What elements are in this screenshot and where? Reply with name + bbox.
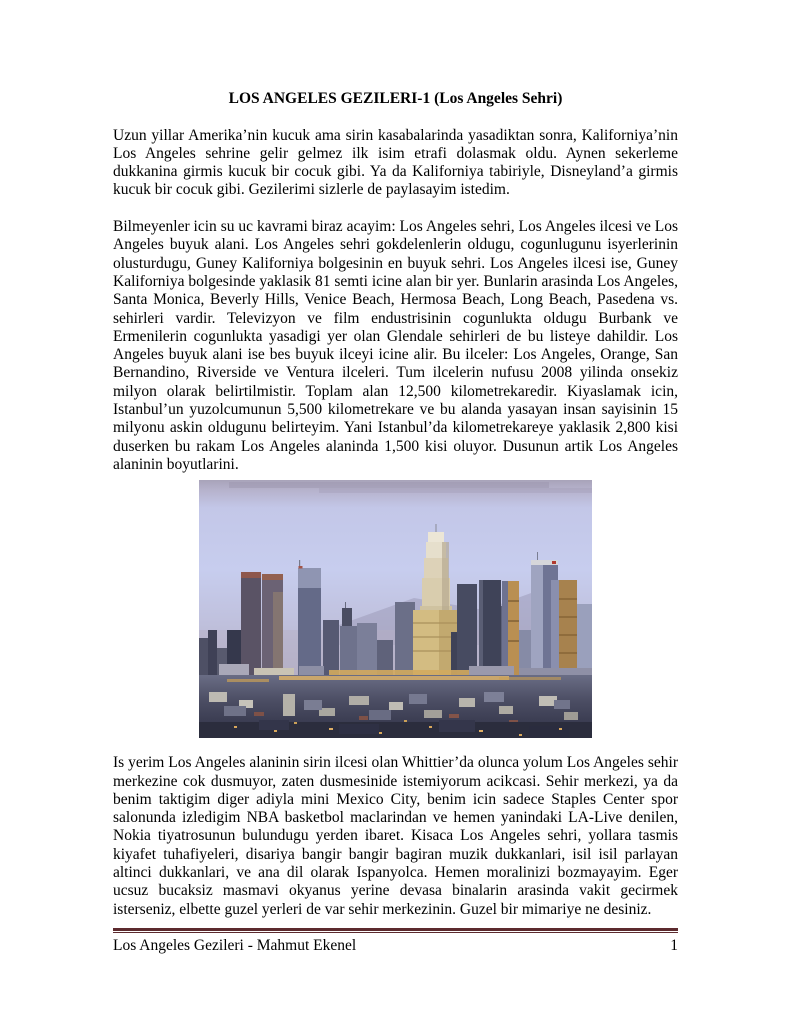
la-skyline-illustration [199, 480, 592, 738]
paragraph-la-definitions: Bilmeyenler icin su uc kavrami biraz acayim: Los Angeles sehri, Los Angeles ilcesi ve Los Angeles buyuk alani. Los Angeles sehri gokdelenlerin oldugu, cogunlugunu isyerlerinin olusturdugu, Guney Kaliforniya bolgesinin en buyuk sehri. Los Angeles ilcesi ise, Guney Kaliforniya bolgesinde yaklasik 81 semti icine alan bir yer. Bunlarin arasinda Los Angeles, Santa Monica, Beverly Hills, Venice Beach, Hermosa Beach, Long Beach, Pasedena vs. sehirleri vardir. Televizyon ve film endustrisinin cogunlukta oldugu Burbank ve Ermenilerin cogunlukta yasadigi yer olan Glendale sehirleri de bu listeye dahildir. Los Angeles buyuk alani ise bes buyuk ilceyi icine alir. Bu ilceler: Los Angeles, Orange, San Bernandino, Riverside ve Ventura ilceleri. Tum ilcelerin nufusu 2008 yilinda onsekiz milyon olarak belirtilmistir. Toplam alan 12,500 kilometrekaredir. Kiyaslamak icin, Istanbul’un yuzolcumunun 5,500 kilometrekare ve bu alanda yasayan insan sayisinin 15 milyonu askin oldugunu belirteyim. Yani Istanbul’da kilometrekareye yaklasik 2,800 kisi duserken bu rakam Los Angeles alaninda 1,500 kisi oluyor. Dusunun artik Los Angeles alaninin boyutlarini. [113, 218, 678, 473]
document-title: LOS ANGELES GEZILERI-1 (Los Angeles Sehri) [228, 90, 563, 107]
footer-page-number: 1 [670, 937, 678, 954]
paragraph-downtown: Is yerim Los Angeles alaninin sirin ilcesi olan Whittier’da olunca yolum Los Angeles sehir merkezine cok dusmuyor, zaten dusmesinide istemiyorum acikcasi. Sehir merkezi, ya da benim taktigim diger adiyla mini Mexico City, benim icin sadece Staples Center spor salonunda izledigim NBA basketbol maclarindan ve hemen yanindaki LA-Live denilen, Nokia tiyatrosunun bulundugu yerden ibaret. Kisaca Los Angeles sehri, yollara tasmis kiyafet tuhafiyeleri, disariya bangir bangir bagiran muzik dukkanlari, isil isil parlayan altinci dukkanlari, ve ana dil olarak Ispanyolca. Hemen moralinizi bozmayayim. Eger ucsuz bucaksiz masmavi okyanus yerine devasa binalarin arasinda vakit gecirmek isterseniz, elbette guzel yerleri de var sehir merkezinin. Guzel bir mimariye ne desiniz. [113, 754, 678, 918]
footer-rule [113, 928, 678, 933]
paragraph-intro: Uzun yillar Amerika’nin kucuk ama sirin kasabalarinda yasadiktan sonra, Kaliforniya’nin Los Angeles sehrine gelir gelmez ilk isim etrafi dolasmak oldu. Aynen sekerleme dukkanina girmis kucuk bir cocuk gibi. Ya da Kaliforniya tabiriyle, Disneyland’a girmis kucuk bir cocuk gibi. Gezilerimi sizlerle de paylasayim istedim. [113, 126, 678, 199]
footer-row [113, 937, 678, 955]
page-footer [113, 928, 678, 955]
footer-author: Los Angeles Gezileri - Mahmut Ekenel [113, 937, 357, 954]
document-content [113, 0, 678, 919]
la-skyline-photo [199, 480, 592, 738]
